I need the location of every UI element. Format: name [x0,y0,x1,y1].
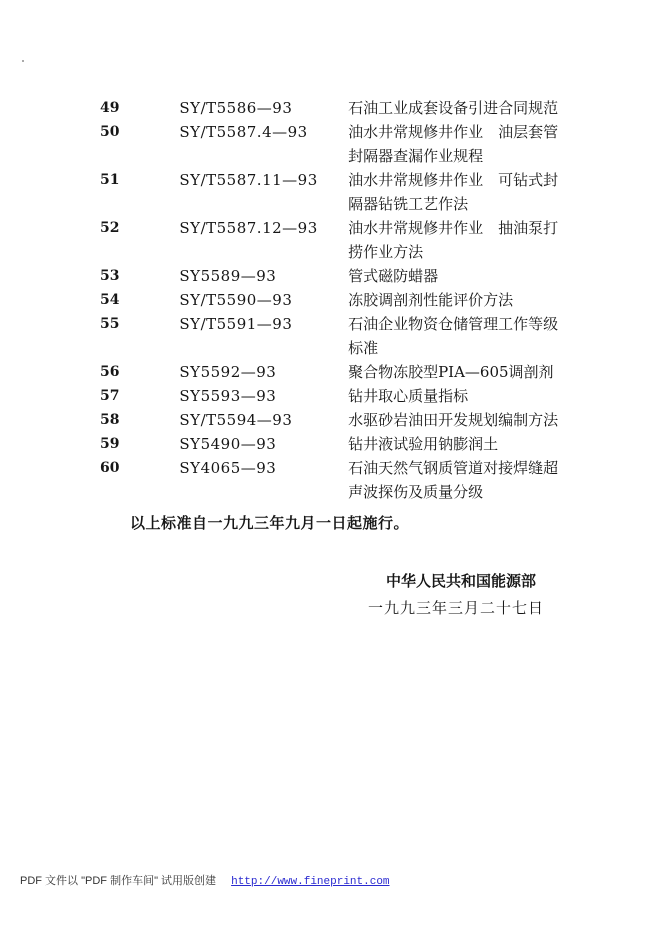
standard-row [92,384,616,408]
standard-title: 油水井常规修井作业 抽油泵打 捞作业方法 [348,219,559,261]
footer-watermark [20,872,390,888]
standard-code: SY/T5591—93 [179,315,293,333]
standard-code: SY5592—93 [179,363,277,381]
standard-title: 水驱砂岩油田开发规划编制方法 [348,411,559,429]
standard-title: 冻胶调剖剂性能评价方法 [348,291,514,309]
standard-row [92,408,616,432]
standard-row [92,216,616,264]
standard-title: 钻井取心质量指标 [348,387,469,405]
standard-code: SY/T5590—93 [179,291,293,309]
scan-speck [22,60,24,62]
standard-number: 53 [100,268,120,284]
standard-number: 59 [100,436,120,452]
standard-code: SY/T5586—93 [179,99,293,117]
effective-date-note: 以上标准自一九九三年九月一日起施行。 [130,514,410,532]
standard-row [92,168,616,216]
standard-row [92,96,616,120]
standard-title: 管式磁防蜡器 [348,267,439,285]
standards-list [92,96,616,504]
standard-code: SY/T5587.11—93 [179,171,318,189]
standard-title: 钻井液试验用钠膨润土 [348,435,499,453]
standard-number: 56 [100,364,120,380]
standard-row [92,264,616,288]
standard-row [92,288,616,312]
issue-date: 一九九三年三月二十七日 [368,599,545,617]
standard-code: SY/T5587.12—93 [179,219,318,237]
standard-number: 49 [100,100,120,116]
standard-title: 油水井常规修井作业 油层套管 封隔器查漏作业规程 [348,123,559,165]
standard-title: 油水井常规修井作业 可钻式封 隔器钻铣工艺作法 [348,171,559,213]
standard-number: 58 [100,412,120,428]
standard-number: 51 [100,172,120,188]
standard-number: 57 [100,388,120,404]
standard-number: 50 [100,124,120,140]
standard-row [92,456,616,504]
standard-number: 60 [100,460,120,476]
standard-row [92,120,616,168]
standard-row [92,360,616,384]
standard-number: 55 [100,316,120,332]
standard-title: 石油工业成套设备引进合同规范 [348,99,559,117]
standard-code: SY/T5594—93 [179,411,293,429]
standard-code: SY5589—93 [179,267,277,285]
standard-code: SY5593—93 [179,387,277,405]
standard-title: 石油企业物资仓储管理工作等级 标准 [348,315,559,357]
standard-number: 52 [100,220,120,236]
standard-code: SY5490—93 [179,435,277,453]
standard-title: 石油天然气钢质管道对接焊缝超 声波探伤及质量分级 [348,459,559,501]
standard-title: 聚合物冻胶型PIA—605调剖剂 [348,363,554,381]
standard-code: SY/T5587.4—93 [179,123,308,141]
footer-text: PDF 文件以 "PDF 制作车间" 试用版创建 [20,875,217,887]
issuing-authority: 中华人民共和国能源部 [386,572,537,590]
standard-row [92,312,616,360]
footer-link[interactable]: http://www.fineprint.com [231,876,390,888]
standard-row [92,432,616,456]
standard-number: 54 [100,292,120,308]
standard-code: SY4065—93 [179,459,277,477]
